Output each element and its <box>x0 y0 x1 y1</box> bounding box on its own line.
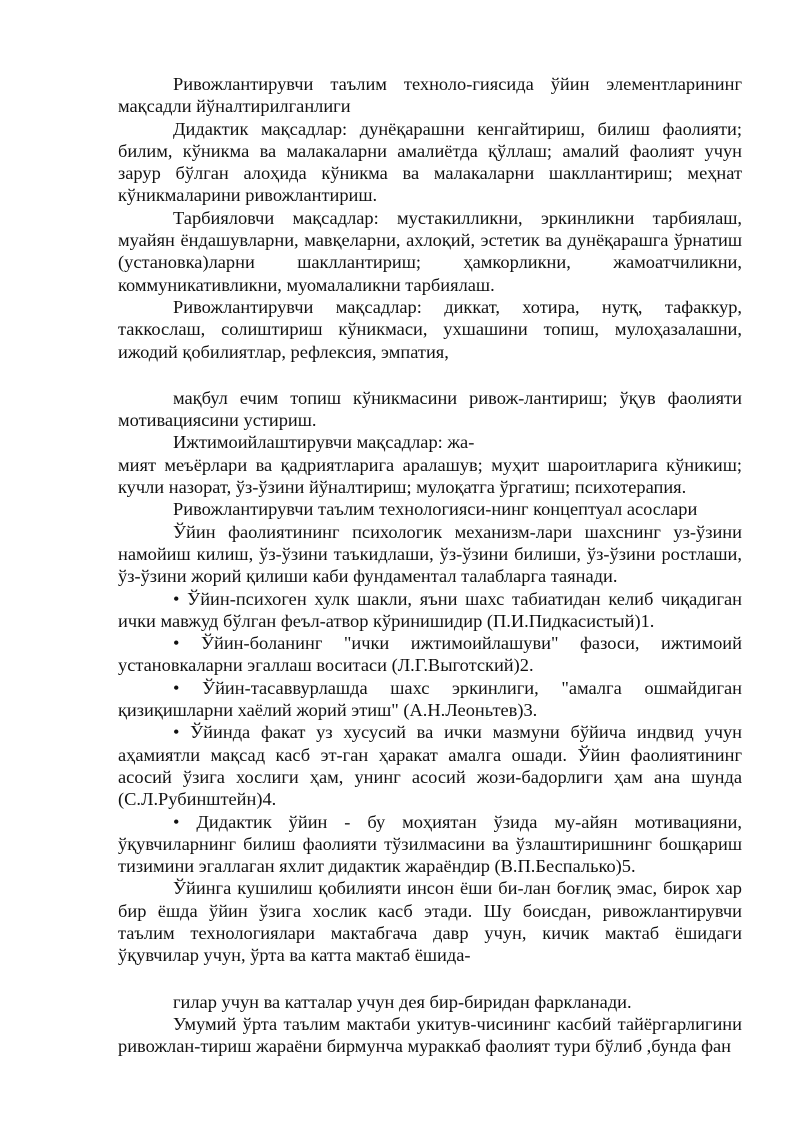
paragraph-game-ability-cont: гилар учун ва катталар учун дея бир-биридан фаркланади. <box>173 991 632 1012</box>
paragraph-conceptual-basis-heading: Ривожлантирувчи таълим технологияси-нинг концептуал асослари <box>173 499 698 520</box>
list-item-rubinstein: • Ўйинда факат уз хусусий ва ички мазмуни бўйича индвид учун аҳамиятли мақсад касб эт-ган ҳаракат амалга ошади. Ўйин фаолиятининг асосий ўзига хослиги ҳам, унинг асосий жози-бадорлиги ҳам ана шунда (С.Л.Рубинштейн)4. <box>118 722 742 810</box>
list-item-bespalko: • Дидактик ўйин - бу моҳиятан ўзида му-айян мотивацияни, ўқувчиларнинг билиш фаолияти тўзилмасини ва ўзлаштиришнинг бошқариш тизимини эгаллаган яхлит дидактик жараёндир (В.П.Беспалько)5. <box>118 811 742 877</box>
paragraph-psychological-mechanisms: Ўйин фаолиятининг психологик механизм-лари шахснинг уз-ўзини намойиш килиш, ўз-ўзини таъкидлаши, ўз-ўзини билиши, ўз-ўзини ростлаши, ўз-ўзини жорий қилиши каби фундаментал талабларга таянади. <box>118 521 742 587</box>
paragraph-heading-goals: Ривожлантирувчи таълим техноло-гиясида ўйин элементларининг мақсадли йўналтирилганлиги <box>118 74 742 117</box>
paragraph-socialization-goals: Ижтимоийлаштирувчи мақсадлар: жа- <box>173 432 475 453</box>
page-break-gap <box>118 363 742 387</box>
paragraph-teacher-training: Умумий ўрта таълим мактаби укитув-чисининг касбий тайёргарлигини ривожлан-тириш жараёни бирмунча мураккаб фаолият тури бўлиб ,бунда фан <box>118 1013 742 1057</box>
document-body <box>118 73 742 1057</box>
paragraph-developmental-goals-cont: мақбул ечим топиш кўникмасини ривож-лантириш; ўқув фаолияти мотивациясини устириш. <box>118 387 742 431</box>
list-item-pidkasisty: • Ўйин-психоген хулк шакли, яъни шахс табиатидан келиб чиқадиган ички мавжуд бўлган феъл-атвор кўринишидир (П.И.Пидкасистый)1. <box>118 588 742 631</box>
paragraph-didactic-goals: Дидактик мақсадлар: дунёқарашни кенгайтириш, билиш фаолияти; билим, кўникма ва малакаларни амалиётда қўллаш; амалий фаолият учун зарур бўлган алоҳида кўникма ва малакаларни шакллантириш; меҳнат кўникмаларини ривожлантириш. <box>118 118 742 206</box>
list-item-vygotsky: • Ўйин-боланинг "ички ижтимоийлашуви" фазоси, ижтимоий установкаларни эгаллаш воситаси (Л.Г.Выготский)2. <box>118 633 742 676</box>
list-item-leontyev: • Ўйин-тасаввурлашда шахс эркинлиги, "амалга ошмайдиган қизиқишларни хаёлий жорий этиш" (А.Н.Леоньтев)3. <box>118 677 742 721</box>
paragraph-game-ability: Ўйинга кушилиш қобилияти инсон ёши би-лан боғлиқ эмас, бирок хар бир ёшда ўйин ўзига хослик касб этади. Шу боисдан, ривожлантирувчи таълим технологиялари мактабгача давр учун, кичик мактаб ёшидаги ўқувчилар учун, ўрта ва катта мактаб ёшида- <box>118 878 742 966</box>
paragraph-developmental-goals: Ривожлантирувчи мақсадлар: диккат, хотира, нутқ, тафаккур, таккослаш, солиштириш кўникмаси, ухшашини топиш, мулоҳазалашни, ижодий қобилиятлар, рефлексия, эмпатия, <box>118 296 742 362</box>
paragraph-socialization-goals-cont: мият меъёрлари ва қадриятларига аралашув; муҳит шароитларига кўникиш; кучли назорат, ўз-ўзини йўналтириш; мулоқатга ўргатиш; психотерапия. <box>118 454 742 498</box>
paragraph-educational-goals: Тарбияловчи мақсадлар: мустакилликни, эркинликни тарбиялаш, муайян ёндашувларни, мавқеларни, ахлоқий, эстетик ва дунёқарашга ўрнатиш (установка)ларни шакллантириш; ҳамкорликни, жамоатчиликни, коммуникативликни, муомалаликни тарбиялаш. <box>118 207 742 295</box>
page-break-gap-2 <box>118 967 742 991</box>
